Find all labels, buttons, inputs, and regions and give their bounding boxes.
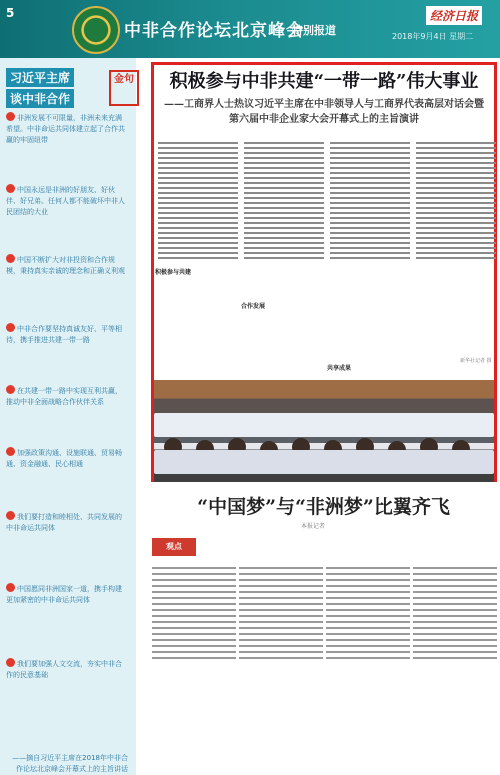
bullet-icon bbox=[6, 511, 15, 520]
article-column-4 bbox=[416, 139, 496, 369]
bottom-column-2 bbox=[239, 563, 323, 768]
bottom-column-4 bbox=[413, 563, 497, 768]
quote-text-7: 我们要打造和睦相处、共同发展的中非命运共同体 bbox=[6, 513, 122, 532]
paper-name: 经济日报 bbox=[426, 6, 482, 25]
featured-article bbox=[151, 62, 497, 482]
article-column-1 bbox=[155, 139, 238, 369]
forum-logo-icon bbox=[72, 6, 120, 54]
page-number: 5 bbox=[6, 6, 15, 20]
quote-text-3: 中国不断扩大对非投资和合作规模，秉持真实亲诚的理念和正确义利观 bbox=[6, 256, 125, 275]
article-column-2 bbox=[241, 139, 324, 369]
bullet-icon bbox=[6, 323, 15, 332]
article-subheadline: ——工商界人士热议习近平主席在中非领导人与工商界代表高层对话会暨第六届中非企业家大会开幕式上的主旨演讲 bbox=[164, 99, 484, 125]
quote-text-8: 中国愿同非洲国家一道，携手构建更加紧密的中非命运共同体 bbox=[6, 585, 122, 604]
quote-item-7 bbox=[6, 511, 128, 534]
article-headline: 积极参与中非共建“一带一路”伟大事业 bbox=[169, 71, 479, 92]
quote-item-4 bbox=[6, 323, 128, 346]
quote-text-2: 中国永远是非洲的好朋友、好伙伴、好兄弟。任何人都不能破坏中非人民团结的大业 bbox=[6, 186, 125, 216]
subsection-heading-3: 共享成果 bbox=[327, 365, 352, 372]
quote-item-8 bbox=[6, 583, 128, 606]
bullet-icon bbox=[6, 112, 15, 121]
quote-item-9 bbox=[6, 658, 128, 681]
quote-text-9: 我们要加强人文交流，夯实中非合作的民意基础 bbox=[6, 660, 122, 679]
page-header bbox=[0, 0, 500, 58]
quote-item-6 bbox=[6, 447, 128, 470]
special-report-label: 特别报道 bbox=[292, 24, 336, 37]
conference-photo bbox=[154, 380, 494, 482]
bullet-icon bbox=[6, 583, 15, 592]
quote-text-5: 在共建一带一路中实现互利共赢，推动中非全面战略合作伙伴关系 bbox=[6, 387, 122, 406]
quote-item-2 bbox=[6, 184, 128, 218]
photo-caption: 新华社记者 摄 bbox=[460, 358, 492, 364]
issue-date: 2018年9月4日 星期二 bbox=[392, 32, 474, 41]
quote-text-6: 加强政策沟通、设施联通、贸易畅通、资金融通、民心相通 bbox=[6, 449, 122, 468]
quote-text-1: 非洲发展不可限量，非洲未来充满希望。中非命运共同体建立起了合作共赢的牢固纽带 bbox=[6, 114, 125, 144]
bullet-icon bbox=[6, 385, 15, 394]
bottom-column-3 bbox=[326, 563, 410, 768]
article-column-3 bbox=[327, 139, 410, 372]
quote-text-4: 中非合作要坚持真诚友好、平等相待，携手推进共建一带一路 bbox=[6, 325, 122, 344]
quote-item-5 bbox=[6, 385, 128, 408]
quote-seal: 金句 bbox=[109, 70, 139, 106]
quote-item-3 bbox=[6, 254, 128, 277]
bottom-article-stamp: 观点 bbox=[152, 538, 196, 556]
sidebar-column bbox=[0, 58, 136, 775]
bullet-icon bbox=[6, 184, 15, 193]
bullet-icon bbox=[6, 254, 15, 263]
bullet-icon bbox=[6, 658, 15, 667]
sidebar-title-line1: 习近平主席 bbox=[6, 68, 74, 87]
bottom-article-byline: 本报记者 bbox=[301, 523, 326, 530]
sidebar-title-line2: 谈中非合作 bbox=[6, 89, 74, 108]
bullet-icon bbox=[6, 447, 15, 456]
bottom-article-title: “中国梦”与“非洲梦”比翼齐飞 bbox=[197, 496, 450, 518]
bottom-column-1 bbox=[152, 563, 236, 768]
quote-source: ——摘自习近平主席在2018年中非合作论坛北京峰会开幕式上的主旨讲话 bbox=[12, 754, 128, 773]
subsection-heading-2: 合作发展 bbox=[241, 303, 266, 310]
section-title: 中非合作论坛北京峰会 bbox=[124, 21, 304, 41]
sidebar-head bbox=[6, 68, 132, 108]
quote-item-1 bbox=[6, 112, 128, 146]
subsection-heading-1: 积极参与共建 bbox=[155, 269, 192, 276]
